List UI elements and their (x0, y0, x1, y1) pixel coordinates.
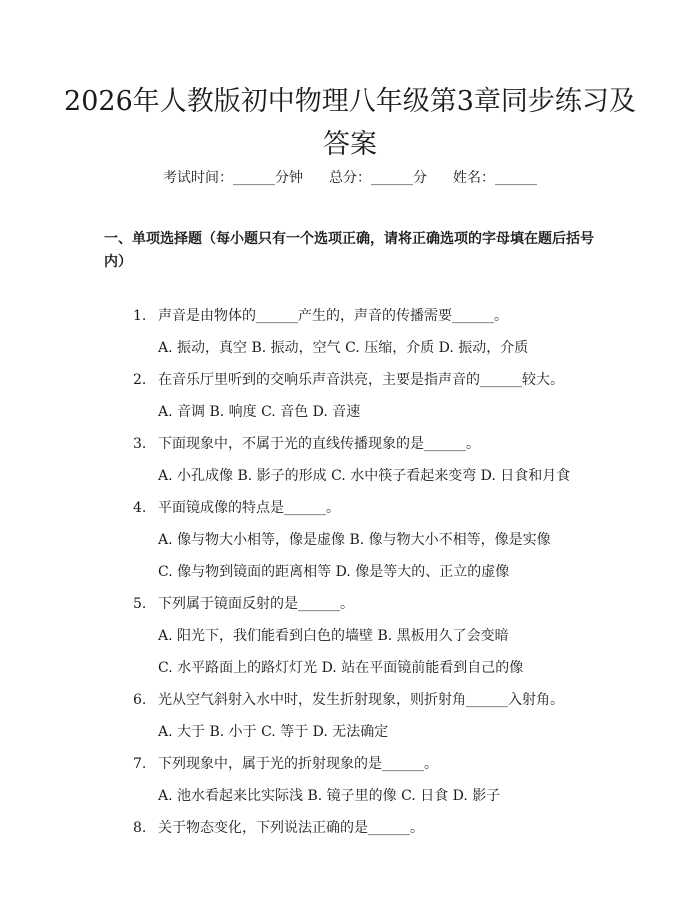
exam-info (0, 168, 700, 188)
options-line (0, 786, 700, 818)
question-item (0, 306, 700, 338)
question-number: 4. (133, 500, 147, 516)
question-number: 7. (133, 756, 147, 772)
question-text: 在音乐厅里听到的交响乐声音洪亮，主要是指声音的______较大。 (158, 372, 564, 388)
question-number: 3. (133, 436, 147, 452)
question-item (0, 370, 700, 402)
options-line (0, 338, 700, 370)
answer-options: A. 大于 B. 小于 C. 等于 D. 无法确定 (158, 724, 389, 740)
question-item (0, 498, 700, 530)
question-item (0, 690, 700, 722)
answer-options: A. 音调 B. 响度 C. 音色 D. 音速 (158, 404, 361, 420)
options-line (0, 626, 700, 658)
question-number: 8. (133, 820, 147, 836)
question-list (0, 306, 700, 850)
question-text: 下面现象中，不属于光的直线传播现象的是______。 (158, 436, 480, 452)
options-line (0, 562, 700, 594)
answer-options: A. 振动，真空 B. 振动，空气 C. 压缩，介质 D. 振动，介质 (158, 340, 529, 356)
question-text: 光从空气斜射入水中时，发生折射现象，则折射角______入射角。 (158, 692, 564, 708)
question-item (0, 434, 700, 466)
question-text: 下列属于镜面反射的是______。 (158, 596, 354, 612)
options-line (0, 722, 700, 754)
total-score-field: 总分：______分 (329, 170, 427, 186)
question-text: 声音是由物体的______产生的，声音的传播需要______。 (158, 308, 508, 324)
question-item (0, 754, 700, 786)
answer-options: A. 池水看起来比实际浅 B. 镜子里的像 C. 日食 D. 影子 (158, 788, 501, 804)
options-line (0, 466, 700, 498)
answer-options: C. 水平路面上的路灯灯光 D. 站在平面镜前能看到自己的像 (158, 660, 524, 676)
question-number: 6. (133, 692, 147, 708)
answer-options: C. 像与物到镜面的距离相等 D. 像是等大的、正立的虚像 (158, 564, 510, 580)
question-text: 关于物态变化，下列说法正确的是______。 (158, 820, 424, 836)
section-heading: 一、单项选择题（每小题只有一个选项正确，请将正确选项的字母填在题后括号内） (104, 231, 594, 270)
question-item (0, 594, 700, 626)
options-line (0, 530, 700, 562)
options-line (0, 402, 700, 434)
answer-options: A. 像与物大小相等，像是虚像 B. 像与物大小不相等，像是实像 (158, 532, 551, 548)
question-text: 下列现象中，属于光的折射现象的是______。 (158, 756, 438, 772)
question-item (0, 818, 700, 850)
student-name-field: 姓名：______ (453, 170, 537, 186)
answer-options: A. 小孔成像 B. 影子的形成 C. 水中筷子看起来变弯 D. 日食和月食 (158, 468, 571, 484)
answer-options: A. 阳光下，我们能看到白色的墙壁 B. 黑板用久了会变暗 (158, 628, 509, 644)
exam-time-field: 考试时间：______分钟 (163, 170, 303, 186)
question-number: 5. (133, 596, 147, 612)
question-number: 1. (133, 308, 147, 324)
options-line (0, 658, 700, 690)
page-title: 2026年人教版初中物理八年级第3章同步练习及答案 (64, 86, 636, 160)
question-number: 2. (133, 372, 147, 388)
question-text: 平面镜成像的特点是______。 (158, 500, 340, 516)
